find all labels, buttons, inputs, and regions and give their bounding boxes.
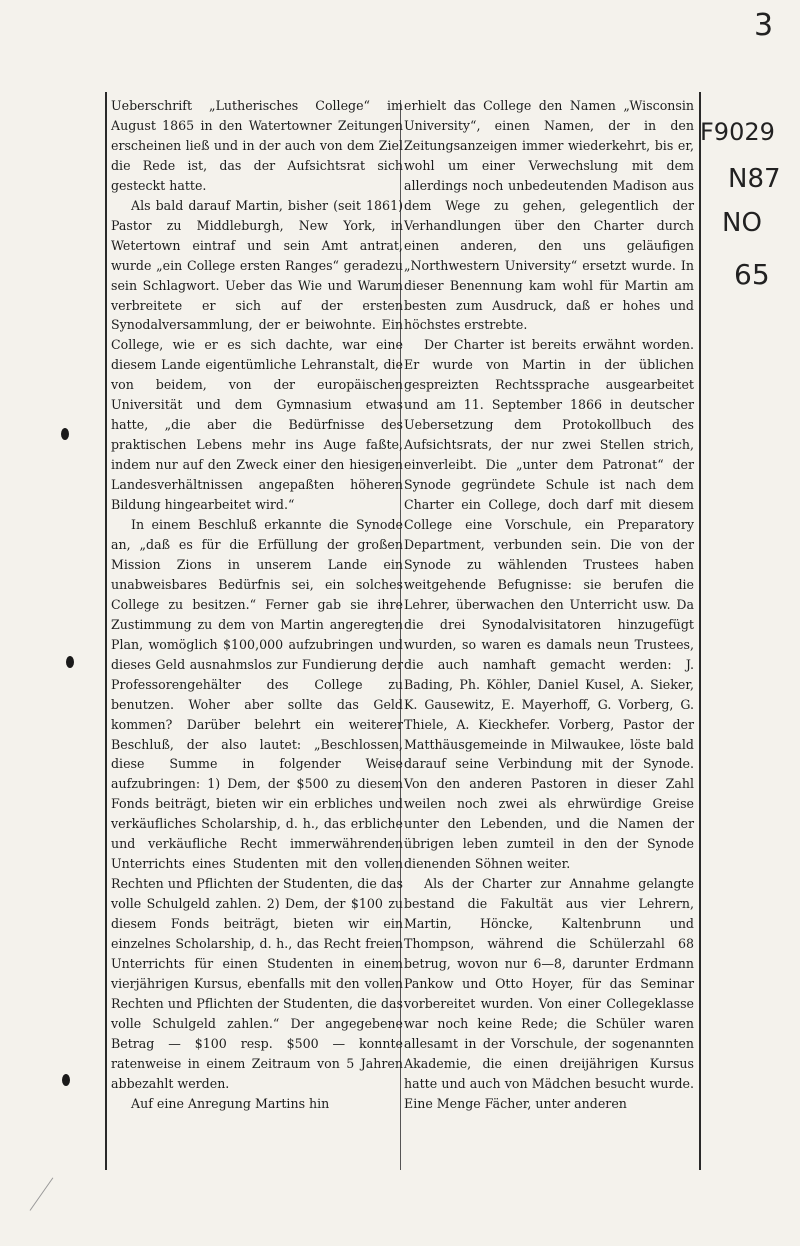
punch-hole — [62, 1074, 70, 1086]
scan-scratch — [30, 1177, 54, 1210]
right-paragraph-3: Als der Charter zur Annahme gelangte bestand die Fakultät aus vier Lehrern, Martin, Höncke, Kaltenbrunn und Thompson, während die Schülerzahl 68 betrug, wovon nur 6—8, darunter Erdmann Pankow und Otto Hoyer, für das Seminar vorbereitet wurden. Von einer Collegeklasse war noch keine Rede; die Schüler waren allesamt in der Vorschule, der sogenannten Akademie, die einen dreijährigen Kursus hatte und auch von Mädchen besucht wurde. Eine Menge Fächer, unter anderen — [404, 876, 694, 1111]
archive-note-line2: N87 — [728, 164, 781, 194]
archive-note-line1: F9029 — [700, 118, 775, 146]
archive-note-line4: 65 — [734, 258, 770, 291]
punch-hole — [66, 656, 74, 668]
page-number-note: 3 — [754, 8, 774, 43]
left-paragraph-4: Auf eine Anregung Martins hin — [131, 1095, 330, 1111]
article-column-right — [404, 96, 694, 1114]
punch-hole — [61, 428, 69, 440]
left-paragraph-3: In einem Beschluß erkannte die Synode an, „daß es für die Erfüllung der großen Mission Zions in unserem Lande ein unabweisbares Bedürfnis sei, ein solches College zu besitzen.“ Ferner gab sie ihre Zustimmung zu dem von Martin angeregten Plan, womöglich $100,000 aufzubringen und dieses Geld ausnahmslos zur Fundierung der Professorengehälter des College zu benutzen. Woher aber sollte das Geld kommen? Darüber belehrt ein weiterer Beschluß, der also lautet: „Beschlossen, diese Summe in folgender Weise aufzubringen: 1) Dem, der $500 zu diesem Fonds beiträgt, bieten wir ein erbliches und verkäufliches Scholarship, d. h., das erbliche und verkäufliche Recht immerwährenden Unterrichts eines Studenten mit den vollen Rechten und Pflichten der Studenten, die das volle Schulgeld zahlen. 2) Dem, der $100 zu diesem Fonds beiträgt, bieten wir ein einzelnes Scholarship, d. h., das Recht freien Unterrichts für einen Studenten in einem vierjährigen Kursus, ebenfalls mit den vollen Rechten und Pflichten der Studenten, die das volle Schulgeld zahlen.“ Der angegebene Betrag — $100 resp. $500 — konnte ratenweise in einem Zeitraum von 5 Jahren abbezahlt werden. — [111, 517, 403, 1091]
left-paragraph-2: Als bald darauf Martin, bisher (seit 1861) Pastor zu Middleburgh, New York, in Wetertown eintraf und sein Amt antrat, wurde „ein College ersten Ranges“ geradezu sein Schlagwort. Ueber das Wie und Warum verbreitete er sich auf der ersten Synodalversammlung, der er beiwohnte. Ein College, wie er es sich dachte, war eine diesem Lande eigentümliche Lehranstalt, die von beidem, von der europäischen Universität und dem Gymnasium etwas hatte, „die aber die Bedürfnisse des praktischen Lebens mehr ins Auge faßte, indem nur auf den Zweck einer den hiesigen Landesverhältnissen angepaßten höheren Bildung hingearbeitet wird.“ — [111, 197, 403, 513]
article-column-left — [111, 96, 403, 1114]
archive-note-line3: NO — [722, 208, 762, 238]
right-paragraph-1: erhielt das College den Namen „Wisconsin University“, einen Namen, der in den Zeitungsanzeigen immer wiederkehrt, bis er, wohl um einer Verwechslung mit dem allerdings noch unbedeutenden Madison aus dem Wege zu gehen, gelegentlich der Verhandlungen über den Charter durch einen anderen, den uns geläufigen „Northwestern University“ ersetzt wurde. In dieser Benennung kam wohl für Martin am besten zum Ausdruck, daß er hohes und höchstes erstrebte. — [404, 98, 694, 333]
right-paragraph-2: Der Charter ist bereits erwähnt worden. Er wurde von Martin in der üblichen gespreizten Rechtssprache ausgearbeitet und am 11. September 1866 in deutscher Uebersetzung dem Protokollbuch des Aufsichtsrats, der nur zwei Stellen strich, einverleibt. Die „unter dem Patronat“ der Synode gegründete Schule ist nach dem Charter ein College, doch darf mit diesem College eine Vorschule, ein Preparatory Department, verbunden sein. Die von der Synode zu wählenden Trustees haben weitgehende Befugnisse: sie berufen die Lehrer, überwachen den Unterricht usw. Da die drei Synodalvisitatoren hinzugefügt wurden, so waren es damals neun Trustees, die auch namhaft gemacht werden: J. Bading, Ph. Köhler, Daniel Kusel, A. Sieker, K. Gausewitz, E. Mayerhoff, G. Vorberg, G. Thiele, A. Kieckhefer. Vorberg, Pastor der Matthäusgemeinde in Milwaukee, löste bald darauf seine Verbindung mit der Synode. Von den anderen Pastoren in dieser Zahl weilen noch zwei als ehrwürdige Greise unter den Lebenden, und die Namen der übrigen leben zumteil in den der Synode dienenden Söhnen weiter. — [404, 337, 694, 872]
left-paragraph-1: Ueberschrift „Lutherisches College“ im August 1865 in den Watertowner Zeitungen erscheinen ließ und in der auch von dem Ziel die Rede ist, das der Aufsichtsrat sich gesteckt hatte. — [111, 98, 403, 193]
